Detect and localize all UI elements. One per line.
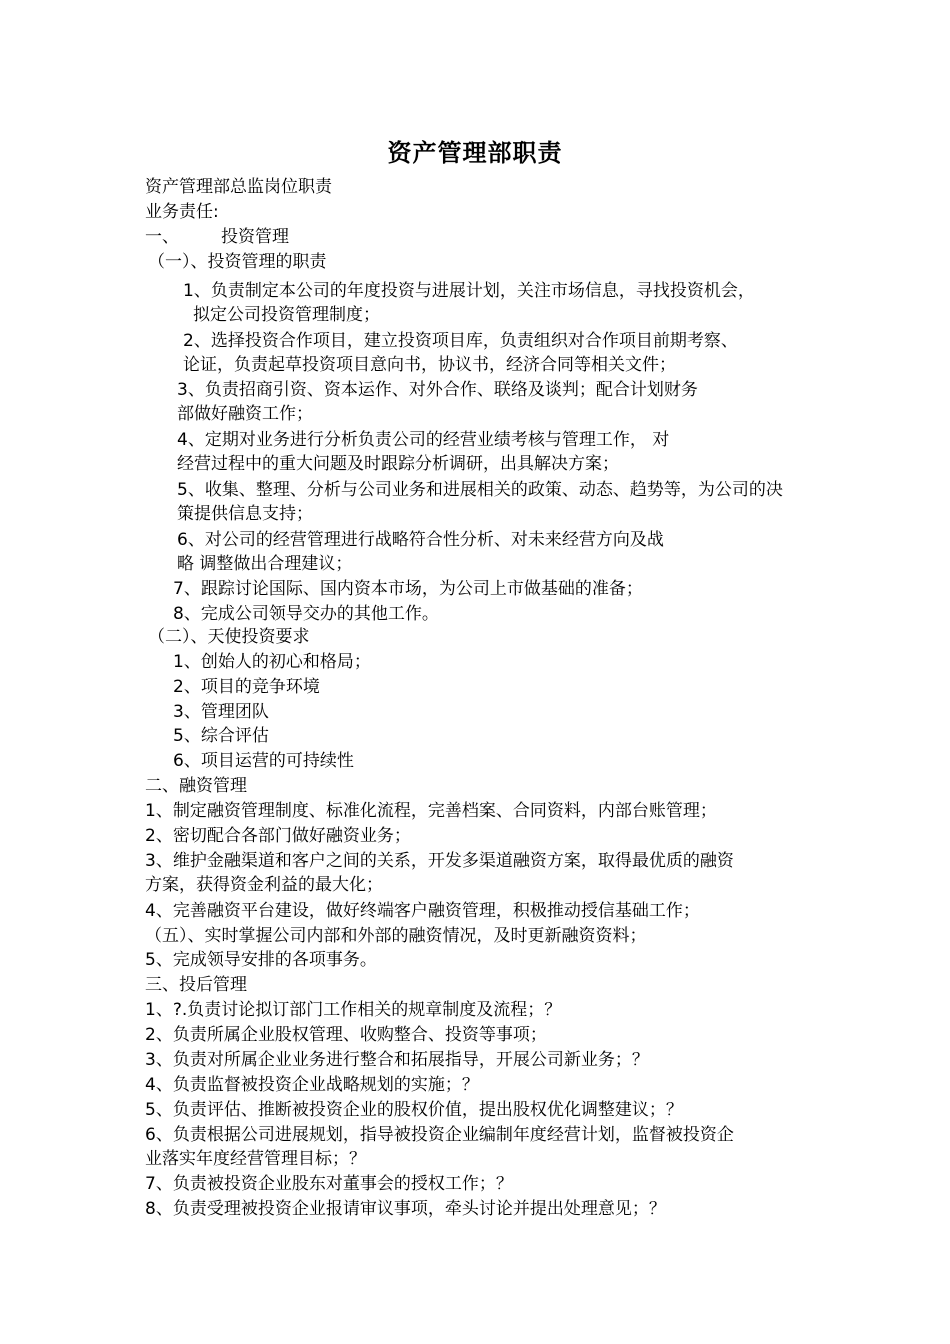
list-item: 1、负责制定本公司的年度投资与进展计划，关注市场信息，寻找投资机会， [183,281,755,301]
list-item: 4、负责监督被投资企业战略规划的实施；？ [145,1075,479,1095]
list-item: 7、跟踪讨论国际、国内资本市场，为公司上市做基础的准备； [173,579,643,599]
section-title: 投资管理 [221,227,289,247]
list-item: 8、负责受理被投资企业报请审议事项，牵头讨论并提出处理意见；？ [145,1199,666,1219]
list-item: 1、制定融资管理制度、标准化流程，完善档案、合同资料，内部台账管理； [145,801,717,821]
subsection-heading: （二）、天使投资要求 [148,627,310,647]
list-item: 3、负责招商引资、资本运作、对外合作、联络及谈判；配合计划财务 [177,380,698,400]
list-item: 5、完成领导安排的各项事务。 [145,950,377,970]
list-item-continued: 业落实年度经营管理目标；？ [145,1149,366,1169]
list-item: （五）、实时掌握公司内部和外部的融资情况，及时更新融资资料； [145,926,647,946]
list-item: 1、创始人的初心和格局； [173,652,371,672]
list-item: 8、完成公司领导交办的其他工作。 [173,604,439,624]
section-heading: 二、融资管理 [145,776,247,796]
section-heading [145,226,289,248]
list-item: 3、维护金融渠道和客户之间的关系，开发多渠道融资方案，取得最优质的融资 [145,851,734,871]
list-item: 7、负责被投资企业股东对董事会的授权工作；？ [145,1174,513,1194]
list-item: 3、负责对所属企业业务进行整合和拓展指导，开展公司新业务；？ [145,1050,649,1070]
text-line: 资产管理部总监岗位职责 [145,177,332,197]
list-item-continued: 拟定公司投资管理制度； [193,305,380,325]
list-item-continued: 经营过程中的重大问题及时跟踪分析调研，出具解决方案； [177,454,619,474]
list-item: 2、项目的竞争环境 [173,677,320,697]
list-item-continued: 部做好融资工作； [177,404,313,424]
subsection-heading: （一）、投资管理的职责 [148,252,327,272]
text-line: 业务责任: [145,202,219,222]
page-title: 资产管理部职责 [387,139,563,167]
list-item-continued: 方案，获得资金利益的最大化； [145,875,383,895]
list-item: 2、密切配合各部门做好融资业务； [145,826,411,846]
list-item: 6、对公司的经营管理进行战略符合性分析、对未来经营方向及战 [177,530,664,550]
list-item: 5、收集、整理、分析与公司业务和进展相关的政策、动态、趋势等，为公司的决 [177,480,783,500]
list-item: 1、?.负责讨论拟订部门工作相关的规章制度及流程；？ [145,1000,562,1020]
list-item: 2、负责所属企业股权管理、收购整合、投资等事项； [145,1025,547,1045]
section-heading: 三、投后管理 [145,975,247,995]
list-item: 4、定期对业务进行分析负责公司的经营业绩考核与管理工作， 对 [177,430,670,450]
section-marker: 一、 [145,227,179,247]
list-item-continued: 策提供信息支持； [177,504,313,524]
list-item: 6、负责根据公司进展规划，指导被投资企业编制年度经营计划，监督被投资企 [145,1125,734,1145]
list-item: 3、管理团队 [173,702,269,722]
list-item-continued: 略 调整做出合理建议； [177,554,353,574]
list-item: 2、选择投资合作项目，建立投资项目库，负责组织对合作项目前期考察、 [183,331,738,351]
list-item: 6、项目运营的可持续性 [173,751,354,771]
list-item-continued: 论证，负责起草投资项目意向书，协议书，经济合同等相关文件； [183,355,676,375]
list-item: 4、完善融资平台建设，做好终端客户融资管理，积极推动授信基础工作； [145,901,700,921]
list-item: 5、综合评估 [173,726,269,746]
list-item: 5、负责评估、推断被投资企业的股权价值，提出股权优化调整建议；？ [145,1100,683,1120]
